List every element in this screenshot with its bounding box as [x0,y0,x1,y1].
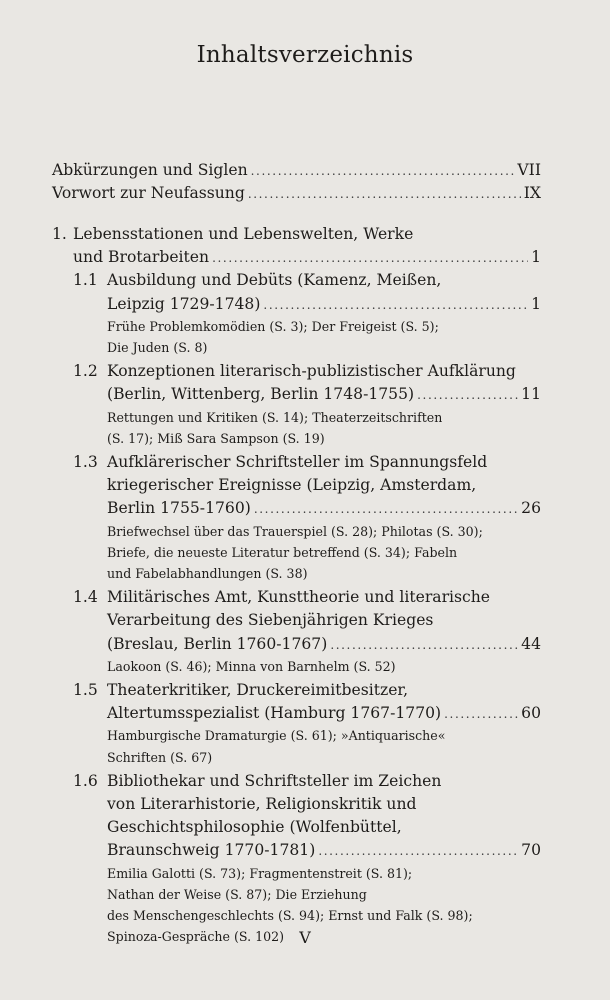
toc-page-number: 11 [521,385,541,404]
toc-line-text: Braunschweig 1770-1781) [107,841,316,860]
toc-line-text: Laokoon (S. 46); Minna von Barnhelm (S. 52) [107,658,396,674]
chapter-title-line [73,225,413,243]
toc-line-text: Konzeptionen literarisch-publizistischer Aufklärung [107,362,516,381]
toc-line-text: Spinoza-Gespräche (S. 102) [107,929,285,945]
toc-line-text: Abkürzungen und Siglen [52,161,248,179]
toc-line-text: Militärisches Amt, Kunsttheorie und literarische [107,588,491,607]
toc-page-number: 1 [531,248,541,267]
toc-line-text: (Berlin, Wittenberg, Berlin 1748-1755) [107,385,415,404]
section-title-line [107,681,408,699]
section-subtopics-line [107,866,412,881]
toc-line-text: des Menschengeschlechts (S. 94); Ernst und Falk (S. 98); [107,908,473,923]
section-subtopics-line [107,545,457,560]
section-number: 1.4 [73,588,98,607]
toc-line-text: Die Juden (S. 8) [107,340,208,355]
dot-leader [263,298,528,312]
section-number: 1.2 [73,362,98,381]
section-title-line [107,795,416,813]
toc-line-text: Berlin 1755-1760) [107,499,251,518]
dot-leader [212,251,528,265]
toc-line-text: Leipzig 1729-1748) [107,294,261,313]
toc-line-text: und Brotarbeiten [73,248,210,267]
section-number: 1.3 [73,453,98,471]
toc-line-text: Ausbildung und Debüts (Kamenz, Meißen, [107,271,442,290]
dot-leader [444,707,518,721]
section-title-line [107,772,441,790]
dot-leader [318,844,518,858]
section-subtopics-line [107,431,325,446]
section-title-line [107,818,402,836]
toc-line-text: von Literarhistorie, Religionskritik und [107,795,417,813]
toc-line-text: Theaterkritiker, Druckereimitbesitzer, [107,681,409,699]
dot-leader [330,638,518,652]
toc-page-number: IX [523,184,541,203]
section-title-line [107,453,487,471]
toc-line-text: Verarbeitung des Siebenjährigen Krieges [107,611,434,630]
chapter-title-line [73,248,541,266]
toc-line-text: Aufklärerischer Schriftsteller im Spannungsfeld [107,453,488,471]
toc-page-number: 60 [521,704,541,723]
toc-line-text: Frühe Problemkomödien (S. 3); Der Freigeist (S. 5); [107,318,439,334]
toc-page-number: 70 [521,841,541,860]
toc-page-number: 44 [521,634,541,653]
toc-line-text: Briefwechsel über das Trauerspiel (S. 28); Philotas (S. 30); [107,523,483,539]
toc-page-number: VII [517,161,541,179]
section-subtopics-line [107,319,439,334]
section-title-line [107,295,541,313]
toc-line-text: und Fabelabhandlungen (S. 38) [107,566,308,581]
section-subtopics-line [107,908,473,923]
section-title-line [107,704,541,722]
toc-line-text: Nathan der Weise (S. 87); Die Erziehung [107,886,367,902]
section-title-line [107,362,516,380]
section-subtopics-line [107,887,367,902]
section-title-line [107,841,541,859]
section-title-line [107,588,490,606]
toc-page-number: 26 [521,499,541,518]
page-number: V [299,928,311,947]
toc-page-number: 1 [531,294,541,313]
section-subtopics-line [107,728,445,743]
toc-line-text: Hamburgische Dramaturgie (S. 61); »Antiquarische« [107,728,446,744]
chapter-number: 1. [52,225,67,243]
section-subtopics-line [107,524,483,539]
toc-line-text: Lebensstationen und Lebenswelten, Werke [73,225,414,243]
toc-line-text: (S. 17); Miß Sara Sampson (S. 19) [107,430,325,446]
section-title-line [107,385,541,403]
section-number: 1.6 [73,771,98,790]
section-title-line [107,499,541,517]
dot-leader [254,502,518,516]
section-title-line [107,271,441,289]
section-title-line [107,611,433,629]
section-subtopics-line [107,659,396,674]
toc-line-text: Briefe, die neueste Literatur betreffend (S. 34); Fabeln [107,544,458,560]
section-number: 1.1 [73,271,98,290]
section-subtopics-line [107,566,308,581]
toc-entry-front-matter [52,161,541,179]
toc-line-text: Bibliothekar und Schriftsteller im Zeichen [107,771,442,790]
dot-leader [417,388,518,402]
toc-line-text: Rettungen und Kritiken (S. 14); Theaterzeitschriften [107,409,443,425]
toc-line-text: Altertumsspezialist (Hamburg 1767-1770) [107,704,442,723]
section-subtopics-line [107,410,442,425]
section-subtopics-line [107,750,212,765]
section-number: 1.5 [73,681,98,699]
toc-line-text: Emilia Galotti (S. 73); Fragmentenstreit (S. 81); [107,865,413,881]
toc-line-text: Geschichtsphilosophie (Wolfenbüttel, [107,818,402,837]
page-title: Inhaltsverzeichnis [196,42,414,68]
section-title-line [107,476,476,494]
toc-entry-front-matter [52,184,541,202]
toc-line-text: Schriften (S. 67) [107,749,213,765]
dot-leader [248,187,521,201]
section-title-line [107,635,541,653]
toc-line-text: Vorwort zur Neufassung [52,184,245,203]
toc-line-text: (Breslau, Berlin 1760-1767) [107,634,328,653]
dot-leader [251,164,515,178]
toc-line-text: kriegerischer Ereignisse (Leipzig, Amsterdam, [107,476,477,495]
section-subtopics-line [107,340,207,355]
